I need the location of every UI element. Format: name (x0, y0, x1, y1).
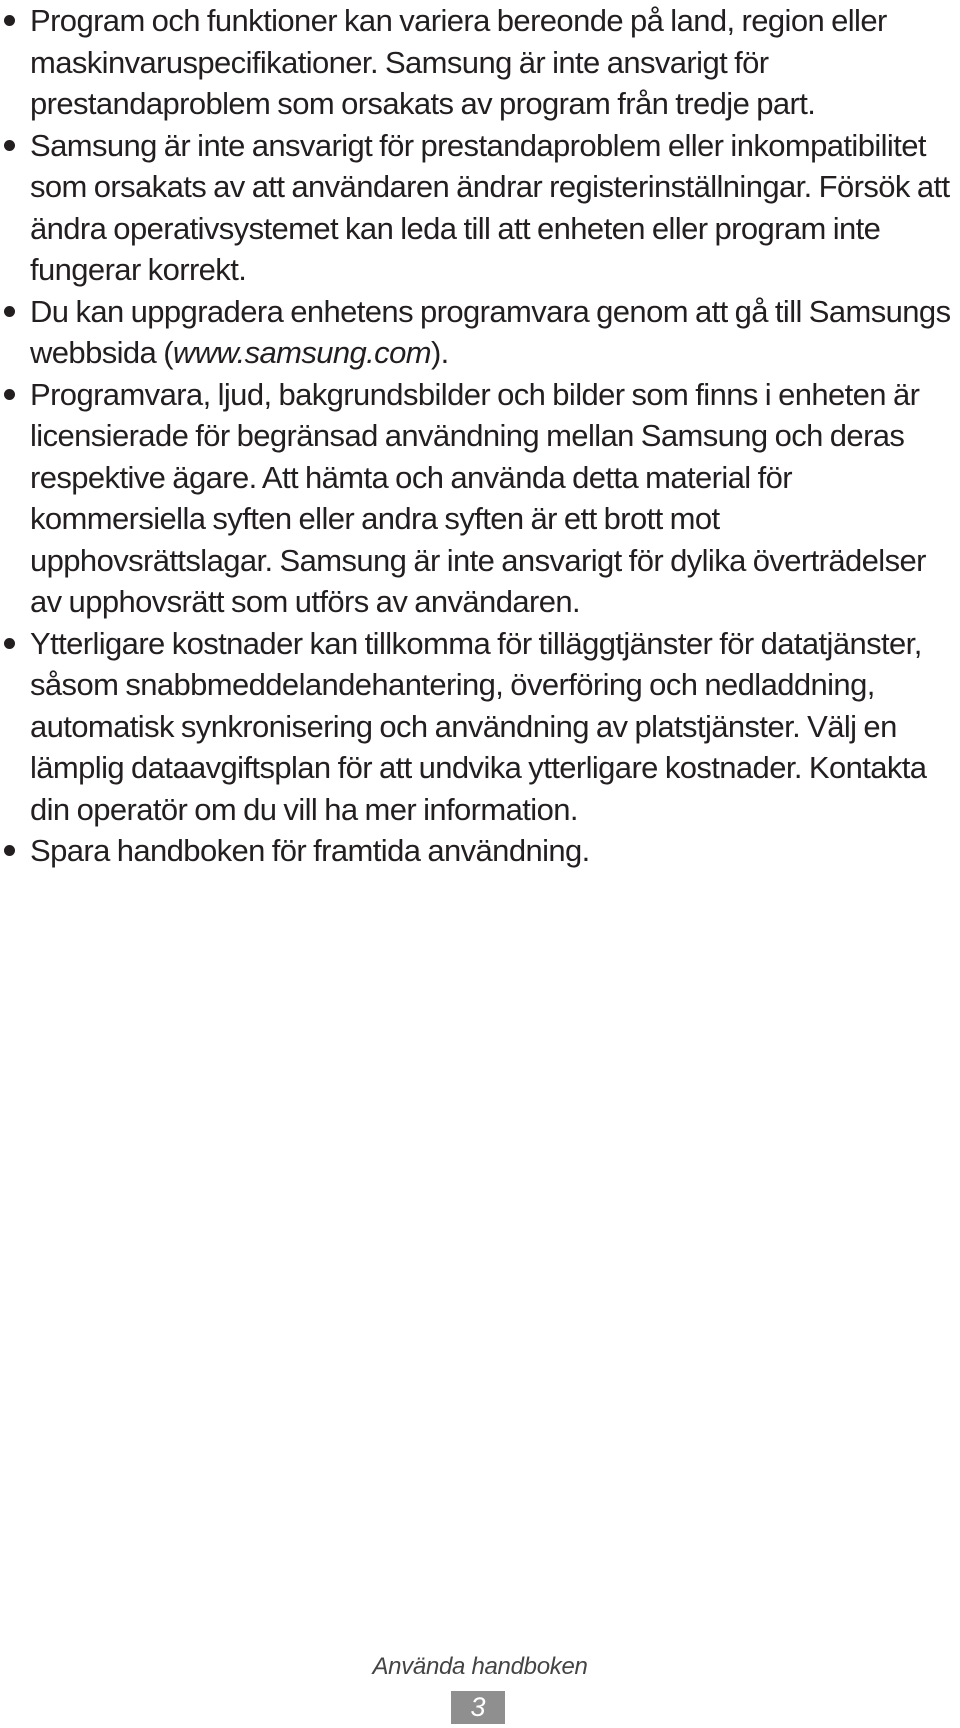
list-item (0, 623, 960, 831)
list-item-text-end: ). (430, 335, 449, 370)
list-item (0, 291, 960, 374)
list-item-text: Ytterligare kostnader kan tillkomma för tilläggtjänster för datatjänster, såsom snabbmeddelandehantering, överföring och nedladdning, automatisk synkronisering och användning av platstjänster. Välj en lämplig dataavgiftsplan för att undvika ytterligare kostnader. Kontakta din operatör om du vill ha mer information. (30, 625, 927, 827)
bullet-icon (4, 845, 15, 856)
list-item-text: Program och funktioner kan variera bereonde på land, region eller maskinvaruspecifikationer. Samsung är inte ansvarigt för prestandaproblem som orsakats av program från tredje part. (30, 3, 887, 121)
bullet-icon (4, 638, 15, 649)
list-item (0, 0, 960, 125)
bullet-icon (4, 389, 15, 400)
list-item (0, 374, 960, 623)
list-item-text: Samsung är inte ansvarigt för prestandaproblem eller inkompatibilitet som orsakats av att användaren ändrar registerinställningar. Försök att ändra operativsystemet kan leda till att enheten eller program inte fungerar korrekt. (30, 127, 950, 287)
list-item-text: Programvara, ljud, bakgrundsbilder och bilder som finns i enheten är licensierade för begränsad användning mellan Samsung och deras respektive ägare. Att hämta och använda detta material för kommersiella syften eller andra syften är ett brott mot upphovsrättslagar. Samsung är inte ansvarigt för dylika överträdelser av upphovsrätt som utförs av användaren. (30, 376, 926, 619)
page-number-badge: 3 (451, 1691, 505, 1724)
samsung-website-link[interactable]: www.samsung.com (172, 335, 431, 370)
bullet-icon (4, 140, 15, 151)
list-item-text: Spara handboken för framtida användning. (30, 833, 590, 868)
bullet-icon (4, 15, 15, 26)
footer-section-title: Använda handboken (372, 1653, 588, 1680)
list-item-text: Du kan uppgradera enhetens programvara genom att gå till Samsungs webbsida ( (30, 293, 951, 370)
list-item (0, 125, 960, 291)
bullet-icon (4, 306, 15, 317)
list-item (0, 830, 960, 872)
